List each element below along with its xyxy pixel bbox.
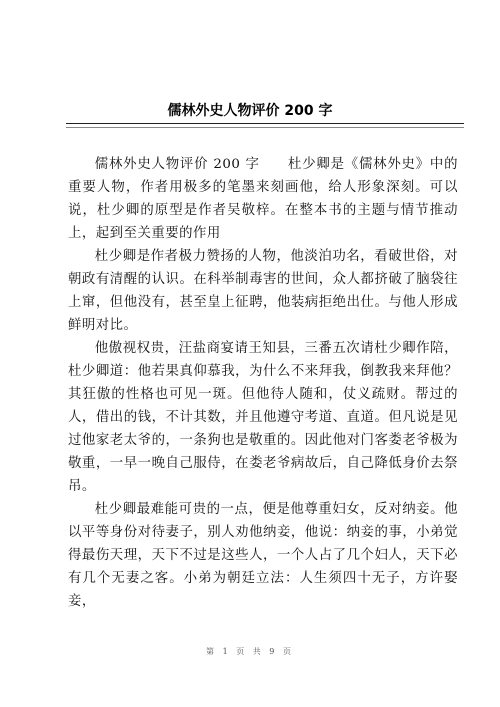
paragraph-3: 他傲视权贵，汪盐商宴请王知县，三番五次请杜少卿作陪，杜少卿道：他若果真仰慕我，为什么不来拜我，倒教我来拜他？其狂傲的性格也可见一斑。但他待人随和，仗义疏财。帮过的人，借出的钱，不计其数，并且他遵守考道、直道。但凡说是见过他家老太爷的，一条狗也是敬重的。因此他对门客娄老爷极为敬重，一早一晚自己服侍，在娄老爷病故后，自己降低身价去祭吊。 [68,341,458,494]
paragraph-4: 杜少卿最难能可贵的一点，便是他尊重妇女，反对纳妾。他以平等身份对待妻子，别人劝他纳妾，他说：纳妾的事，小弟觉得最伤天理，天下不过是这些人，一个人占了几个妇人，天下必有几个无妻之客。小弟为朝廷立法：人生须四十无子，方许娶妾， [68,502,458,609]
page-number-footer: 第 1 页 共 9 页 [206,647,294,656]
document-title: 儒林外史人物评价 200 字 [167,103,333,119]
paragraph-1: 儒林外史人物评价 200 字 杜少卿是《儒林外史》中的重要人物，作者用极多的笔墨来刻画他，给人形象深刻。可以说，杜少卿的原型是作者吴敬梓。在整本书的主题与情节推动上，起到至关重要的作用 [68,157,458,241]
title-underline-thin [66,127,464,128]
title-underline [66,123,464,124]
paragraph-2: 杜少卿是作者极力赞扬的人物，他淡泊功名，看破世俗，对朝政有清醒的认识。在科举制毒害的世间，众人都挤破了脑袋往上窜，但他没有，甚至皇上征聘，他装病拒绝出仕。与他人形成鲜明对比。 [68,249,458,333]
document-body [68,153,458,613]
